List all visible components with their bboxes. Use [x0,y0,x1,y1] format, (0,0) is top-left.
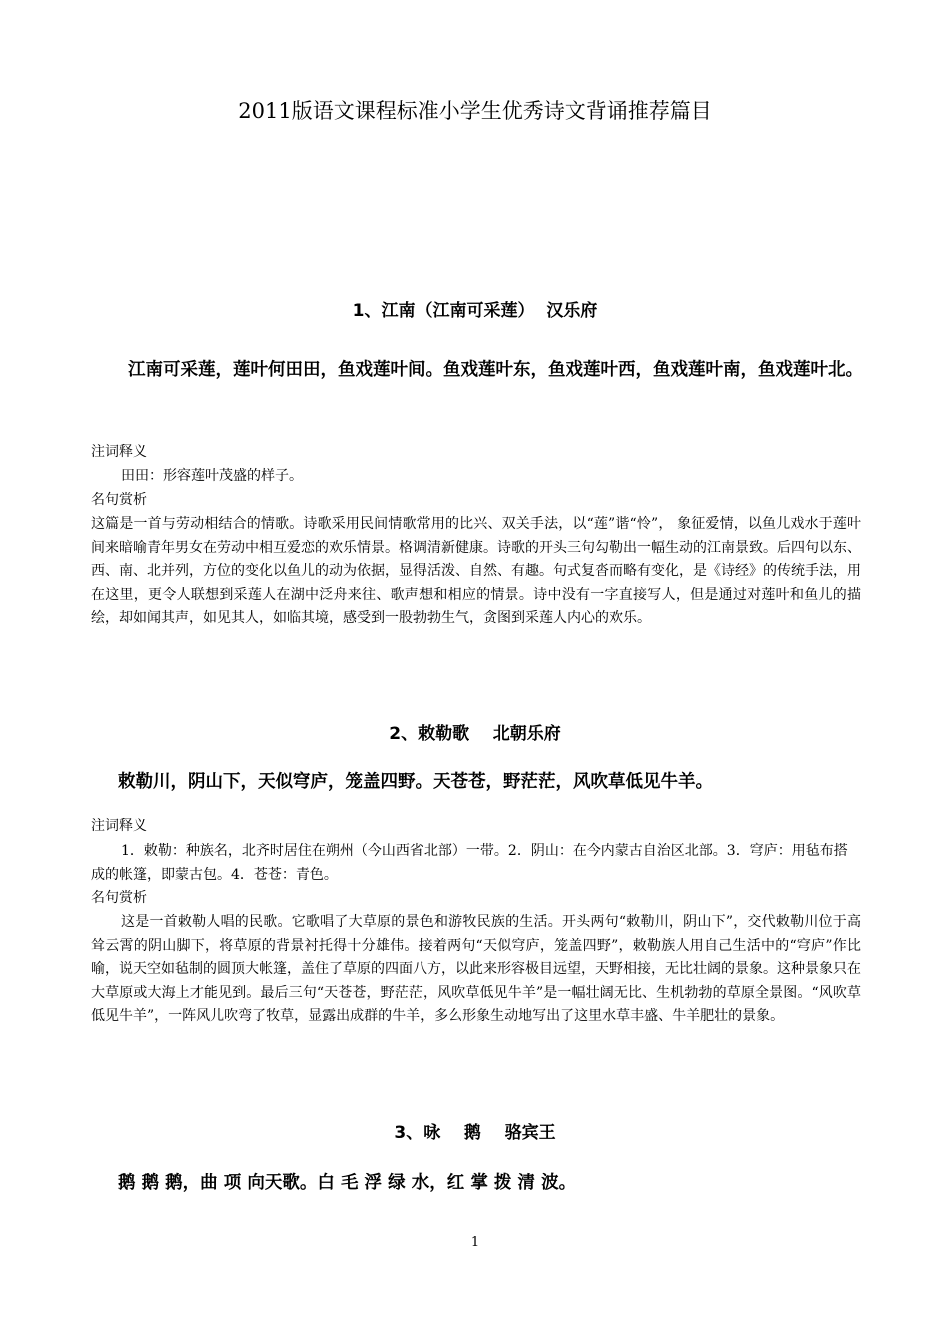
section-2-heading: 2、敕勒歌 北朝乐府 [389,724,561,744]
section-3-heading: 3、咏 鹅 骆宾王 [394,1123,556,1143]
page-number: 1 [470,1235,480,1250]
section-3-poem: 鹅 鹅 鹅，曲 项 向天歌。白 毛 浮 绿 水，红 掌 拨 清 波。 [118,1173,577,1193]
section-2-appreciation-label: 名句赏析 [91,890,147,906]
section-1-poem: 江南可采莲，莲叶何田田，鱼戏莲叶间。鱼戏莲叶东，鱼戏莲叶西，鱼戏莲叶南，鱼戏莲叶北。 [128,360,863,380]
section-1-notes: 田田：形容莲叶茂盛的样子。 [121,468,303,484]
document-title: 2011版语文课程标准小学生优秀诗文背诵推荐篇目 [238,99,712,123]
section-1-appreciation-label: 名句赏析 [91,492,147,508]
section-1-heading: 1、江南（江南可采莲） 汉乐府 [352,301,598,321]
section-2-poem: 敕勒川，阴山下，天似穹庐，笼盖四野。天苍苍，野茫茫，风吹草低见牛羊。 [118,772,713,792]
section-2-appreciation: 这是一首敕勒人唱的民歌。它歌唱了大草原的景色和游牧民族的生活。开头两句“敕勒川，阴山下”，交代敕勒川位于高耸云霄的阴山脚下，将草原的背景衬托得十分雄伟。接着两句“天似穹庐，笼盖四野”，敕勒族人用自己生活中的“穹庐”作比喻，说天空如毡制的圆顶大帐篷，盖住了草原的四面八方，以此来形容极目远望，天野相接，无比壮阔的景象。这种景象只在大草原或大海上才能见到。最后三句“天苍苍，野茫茫，风吹草低见牛羊”是一幅壮阔无比、生机勃勃的草原全景图。“风吹草低见牛羊”，一阵风儿吹弯了牧草，显露出成群的牛羊，多么形象生动地写出了这里水草丰盛、牛羊肥壮的景象。 [91,914,861,1024]
section-2-notes: 1．敕勒：种族名，北齐时居住在朔州（今山西省北部）一带。2．阴山：在今内蒙古自治区北部。3．穹庐：用毡布搭成的帐篷，即蒙古包。4．苍苍：青色。 [91,843,848,883]
section-2-notes-label: 注词释义 [91,818,147,834]
section-1-appreciation: 这篇是一首与劳动相结合的情歌。诗歌采用民间情歌常用的比兴、双关手法，以“莲”谐“怜”， 象征爱情，以鱼儿戏水于莲叶间来暗喻青年男女在劳动中相互爱恋的欢乐情景。格调清新健康。诗歌的开头三句勾勒出一幅生动的江南景致。后四句以东、西、南、北并列，方位的变化以鱼儿的动为依据，显得活泼、自然、有趣。句式复沓而略有变化，是《诗经》的传统手法，用在这里，更令人联想到采莲人在湖中泛舟来往、歌声想和相应的情景。诗中没有一字直接写人，但是通过对莲叶和鱼儿的描绘，却如闻其声，如见其人，如临其境，感受到一股勃勃生气，贪图到采莲人内心的欢乐。 [91,516,861,626]
section-1-notes-label: 注词释义 [91,444,147,460]
